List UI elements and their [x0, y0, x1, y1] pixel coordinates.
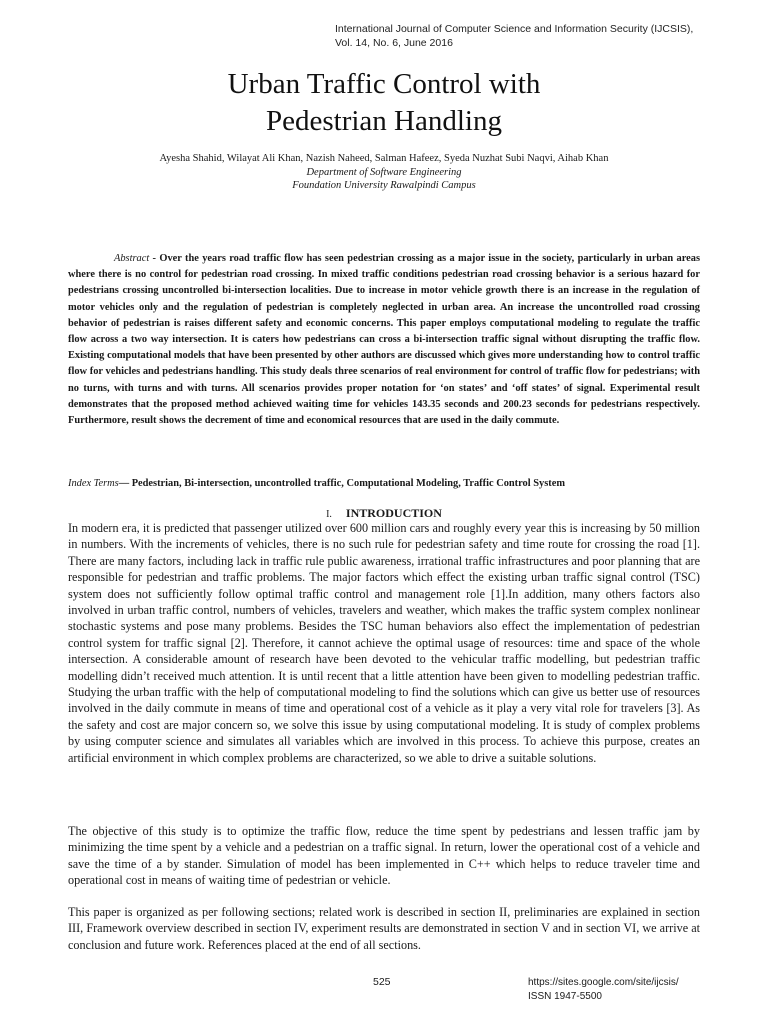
intro-paragraph-2: The objective of this study is to optimize the traffic flow, reduce the time spent by pedestrians and lessen traffic jam by minimizing the time spent by a vehicle and a pedestrian on a traffic signal. In return, lower the operational cost of a vehicle and save the time of a by stander. Simulation of model has been implemented in C++ which helps to reduce traveler time and operational cost in means of waiting time of pedestrian or vehicle. — [68, 824, 700, 888]
paper-title — [0, 66, 768, 140]
university: Foundation University Rawalpindi Campus — [292, 180, 476, 191]
section-title: INTRODUCTION — [345, 506, 442, 520]
issn: ISSN 1947-5500 — [528, 991, 602, 1002]
journal-url-link[interactable]: https://sites.google.com/site/ijcsis/ — [528, 977, 679, 988]
section-number: I. — [326, 509, 332, 520]
department: Department of Software Engineering — [306, 167, 462, 178]
title-line-2: Pedestrian Handling — [266, 105, 502, 137]
abstract-label: Abstract — [114, 253, 150, 264]
index-terms — [68, 477, 708, 491]
authors: Ayesha Shahid, Wilayat Ali Khan, Nazish Naheed, Salman Hafeez, Syeda Nuzhat Subi Naqvi, Aihab Khan — [159, 153, 609, 164]
index-terms-text: — Pedestrian, Bi-intersection, uncontrolled traffic, Computational Modeling, Traffic Control System — [118, 478, 565, 489]
journal-header — [335, 22, 755, 50]
intro-paragraph-3: This paper is organized as per following sections; related work is described in section II, preliminaries are explained in section III, Framework overview described in section IV, experiment results are demonstrated in section V and in section VI, we arrive at conclusion and future work. References placed at the end of all sections. — [68, 905, 700, 952]
index-terms-label: Index Terms — [68, 478, 119, 489]
journal-name: International Journal of Computer Science and Information Security (IJCSIS), — [335, 23, 694, 35]
title-line-1: Urban Traffic Control with — [227, 68, 541, 100]
intro-paragraph-1: In modern era, it is predicted that passenger utilized over 600 million cars and roughly every year this is increasing by 50 million in numbers. With the increments of vehicles, there is no such rule for pedestrian safety and time route for crossing the road [1]. There are many factors, including lack in traffic rule public awareness, irrational traffic infrastructures and poor planning that are responsible for pedestrian and traffic problems. The major factors which effect the existing urban traffic signal control (TSC) system does not sufficiently follow optimal traffic control and management role [1].In addition, many others factors also involved in urban traffic control, numbers of vehicles, travelers and weather, which makes the traffic system complex nonlinear stochastic systems and pose many problems. Besides the TSC human behaviors also effect the implementation of pedestrian control system for traffic signal [2]. Therefore, it cannot achieve the optimal usage of resources: time and space of the whole intersection. A considerable amount of research have been devoted to the vehicular traffic modelling, but pedestrian traffic modelling didn’t received much attention. It is until recent that a little attention have been given to modelling pedestrian traffic. Studying the urban traffic with the help of computational modeling to find the solutions which can give us better use of resources involved in the daily commute in means of time and operational cost of a vehicle as it play a very vital role for travelers [3]. As the safety and cost are major concern so, we solve this issue by using computational modeling. It is study of complex problems by using computer science and simulates all variables which are involved in this process. To achieve this purpose, creates an artificial environment in which complex problems are characterized, so we able to drive a suitable solutions. — [68, 521, 700, 765]
abstract — [68, 251, 700, 429]
page-number: 525 — [373, 976, 391, 988]
abstract-text: - Over the years road traffic flow has seen pedestrian crossing as a major issue in the society, particularly in urban areas where there is no control for pedestrian road crossing. In mixed traffic conditions pedestrian road crossing behavior is a serious hazard for pedestrians crossing uncontrolled bi-intersection localities. Due to increase in motor vehicle growth there is an increase in the regulation of motor vehicles only and the regulation of pedestrian is completely neglected in urban area. An increase the uncontrolled road crossing behavior of pedestrian is raises different safety and economic concerns. This paper employs computational modeling to regulate the traffic flow across a two way intersection. It is caters how pedestrians can cross a bi-intersection traffic signal without disrupting the traffic flow. Existing computational models that have been presented by other authors are discussed which gives more understanding how to control traffic flow for vehicles and pedestrians handling. This study deals three scenarios of real environment for control of traffic flow for pedestrians; with no turns, with turns and with turns. All scenarios provides proper notation for ‘on states’ and ‘off states’ of signal. Experimental result demonstrates that the proposed method achieved waiting time for vehicles 143.35 seconds and 200.23 seconds for pedestrians respectively. Furthermore, result shows the decrement of time and economical resources that are used in the daily commute. — [68, 253, 700, 427]
journal-volume: Vol. 14, No. 6, June 2016 — [335, 37, 453, 49]
footer-info — [528, 976, 679, 1004]
